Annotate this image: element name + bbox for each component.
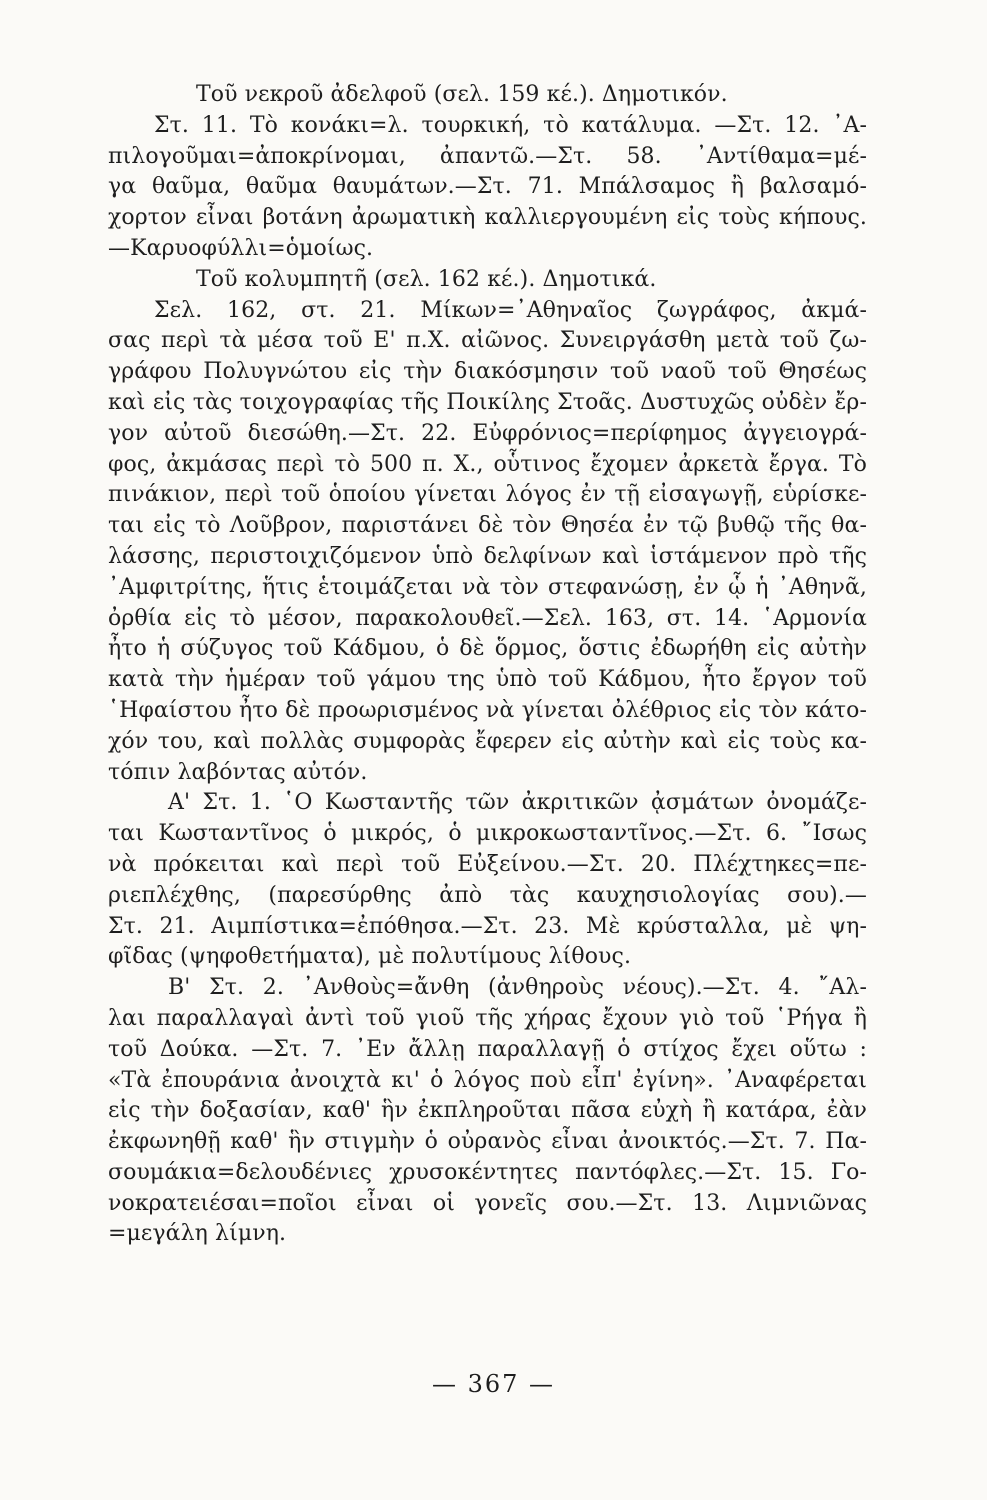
page-number: — 367 —: [431, 1370, 556, 1398]
commentary-text: [108, 80, 867, 1250]
text-line: =μεγάλη λίμνη.: [108, 1221, 287, 1247]
text-line: ὀρθία εἰς τὸ μέσον, παρακολουθεῖ.—Σελ. 163, στ. 14. ῾Αρμονία: [108, 605, 867, 631]
text-line: ριεπλέχθης, (παρεσύρθης ἀπὸ τὰς καυχησιολογίας σου).—: [108, 882, 867, 908]
text-line: Στ. 21. Αιμπίστικα=ἐπόθησα.—Στ. 23. Μὲ κρύσταλλα, μὲ ψη-: [108, 913, 867, 939]
text-line: φῖδας (ψηφοθετήματα), μὲ πολυτίμους λίθους.: [108, 944, 632, 970]
text-line: κατὰ τὴν ἡμέραν τοῦ γάμου της ὑπὸ τοῦ Κάδμου, ἦτο ἔργον τοῦ: [108, 667, 867, 693]
text-line: Σελ. 162, στ. 21. Μίκων=᾿Αθηναῖος ζωγράφος, ἀκμά-: [154, 297, 867, 323]
text-line: τόπιν λαβόντας αὐτόν.: [108, 759, 368, 785]
text-line: Α' Στ. 1. ῾Ο Κωσταντῆς τῶν ἀκριτικῶν ᾀσμάτων ὀνομάζε-: [168, 790, 867, 816]
text-line: Β' Στ. 2. ᾿Ανθοὺς=ἄνθη (ἀνθηροὺς νέους).—Στ. 4. ῎Αλ-: [168, 975, 867, 1001]
text-line: «Τὰ ἐπουράνια ἀνοιχτὰ κι' ὁ λόγος ποὺ εἶπ' ἐγίνη». ᾿Αναφέρεται: [108, 1067, 867, 1093]
text-line: νοκρατειέσαι=ποῖοι εἶναι οἱ γονεῖς σου.—Στ. 13. Λιμνιῶνας: [108, 1190, 867, 1216]
text-line: καὶ εἰς τὰς τοιχογραφίας τῆς Ποικίλης Στοᾶς. Δυστυχῶς οὐδὲν ἔρ-: [108, 389, 867, 415]
text-line: εἰς τὴν δοξασίαν, καθ' ἣν ἐκπληροῦται πᾶσα εὐχὴ ἢ κατάρα, ἐὰν: [108, 1098, 867, 1124]
text-line: ἐκφωνηθῇ καθ' ἣν στιγμὴν ὁ οὐρανὸς εἶναι ἀνοικτός.—Στ. 7. Πα-: [108, 1129, 867, 1155]
section-heading: Τοῦ κολυμπητῆ (σελ. 162 κέ.). Δημοτικά.: [196, 266, 657, 292]
text-line: ᾿Αμφιτρίτης, ἥτις ἑτοιμάζεται νὰ τὸν στεφανώσῃ, ἐν ᾧ ἡ ᾿Αθηνᾶ,: [108, 574, 867, 600]
text-line: σας περὶ τὰ μέσα τοῦ Ε' π.Χ. αἰῶνος. Συνειργάσθη μετὰ τοῦ ζω-: [108, 328, 867, 354]
text-line: ται Κωσταντῖνος ὁ μικρός, ὁ μικροκωσταντῖνος.—Στ. 6. ῎Ισως: [108, 821, 867, 847]
text-line: πινάκιον, περὶ τοῦ ὁποίου γίνεται λόγος ἐν τῇ εἰσαγωγῇ, εὑρίσκε-: [108, 482, 867, 508]
section-heading: Τοῦ νεκροῦ ἀδελφοῦ (σελ. 159 κέ.). Δημοτικόν.: [196, 82, 728, 107]
text-line: ται εἰς τὸ Λοῦβρον, παριστάνει δὲ τὸν Θησέα ἐν τῷ βυθῷ τῆς θα-: [108, 513, 867, 539]
text-line: γον αὐτοῦ διεσώθη.—Στ. 22. Εὐφρόνιος=περίφημος ἀγγειογρά-: [108, 420, 867, 446]
text-line: σουμάκια=δελουδένιες χρυσοκέντητες παντόφλες.—Στ. 15. Γο-: [108, 1159, 867, 1185]
text-line: χόν του, καὶ πολλὰς συμφορὰς ἔφερεν εἰς αὐτὴν καὶ εἰς τοὺς κα-: [108, 728, 867, 754]
text-line: νὰ πρόκειται καὶ περὶ τοῦ Εὐξείνου.—Στ. 20. Πλέχτηκες=πε-: [108, 851, 867, 877]
text-line: ῾Ηφαίστου ἦτο δὲ προωρισμένος νὰ γίνεται ὀλέθριος εἰς τὸν κάτο-: [108, 697, 867, 723]
text-line: φος, ἀκμάσας περὶ τὸ 500 π. Χ., οὗτινος ἔχομεν ἀρκετὰ ἔργα. Τὸ: [108, 451, 867, 477]
text-line: τοῦ Δούκα. —Στ. 7. ᾿Εν ἄλλῃ παραλλαγῇ ὁ στίχος ἔχει οὕτω :: [108, 1036, 867, 1062]
text-line: γα θαῦμα, θαῦμα θαυμάτων.—Στ. 71. Μπάλσαμος ἢ βαλσαμό-: [108, 174, 867, 200]
text-line: λαι παραλλαγαὶ ἀντὶ τοῦ γιοῦ τῆς χήρας ἔχουν γιὸ τοῦ ῾Ρήγα ἢ: [108, 1005, 867, 1031]
text-line: πιλογοῦμαι=ἀποκρίνομαι, ἀπαντῶ.—Στ. 58. ᾿Αντίθαμα=μέ-: [108, 143, 867, 169]
text-line: γράφου Πολυγνώτου εἰς τὴν διακόσμησιν τοῦ ναοῦ τοῦ Θησέως: [108, 359, 867, 385]
text-line: Στ. 11. Τὸ κονάκι=λ. τουρκική, τὸ κατάλυμα. —Στ. 12. ᾿Α-: [154, 112, 867, 138]
text-line: —Καρυοφύλλι=ὁμοίως.: [108, 235, 374, 261]
text-line: ἦτο ἡ σύζυγος τοῦ Κάδμου, ὁ δὲ ὅρμος, ὅστις ἐδωρήθη εἰς αὐτὴν: [108, 636, 867, 662]
text-line: λάσσης, περιστοιχιζόμενον ὑπὸ δελφίνων καὶ ἱστάμενον πρὸ τῆς: [108, 543, 867, 569]
text-line: χορτον εἶναι βοτάνη ἀρωματικὴ καλλιεργουμένη εἰς τοὺς κήπους.: [108, 205, 867, 231]
